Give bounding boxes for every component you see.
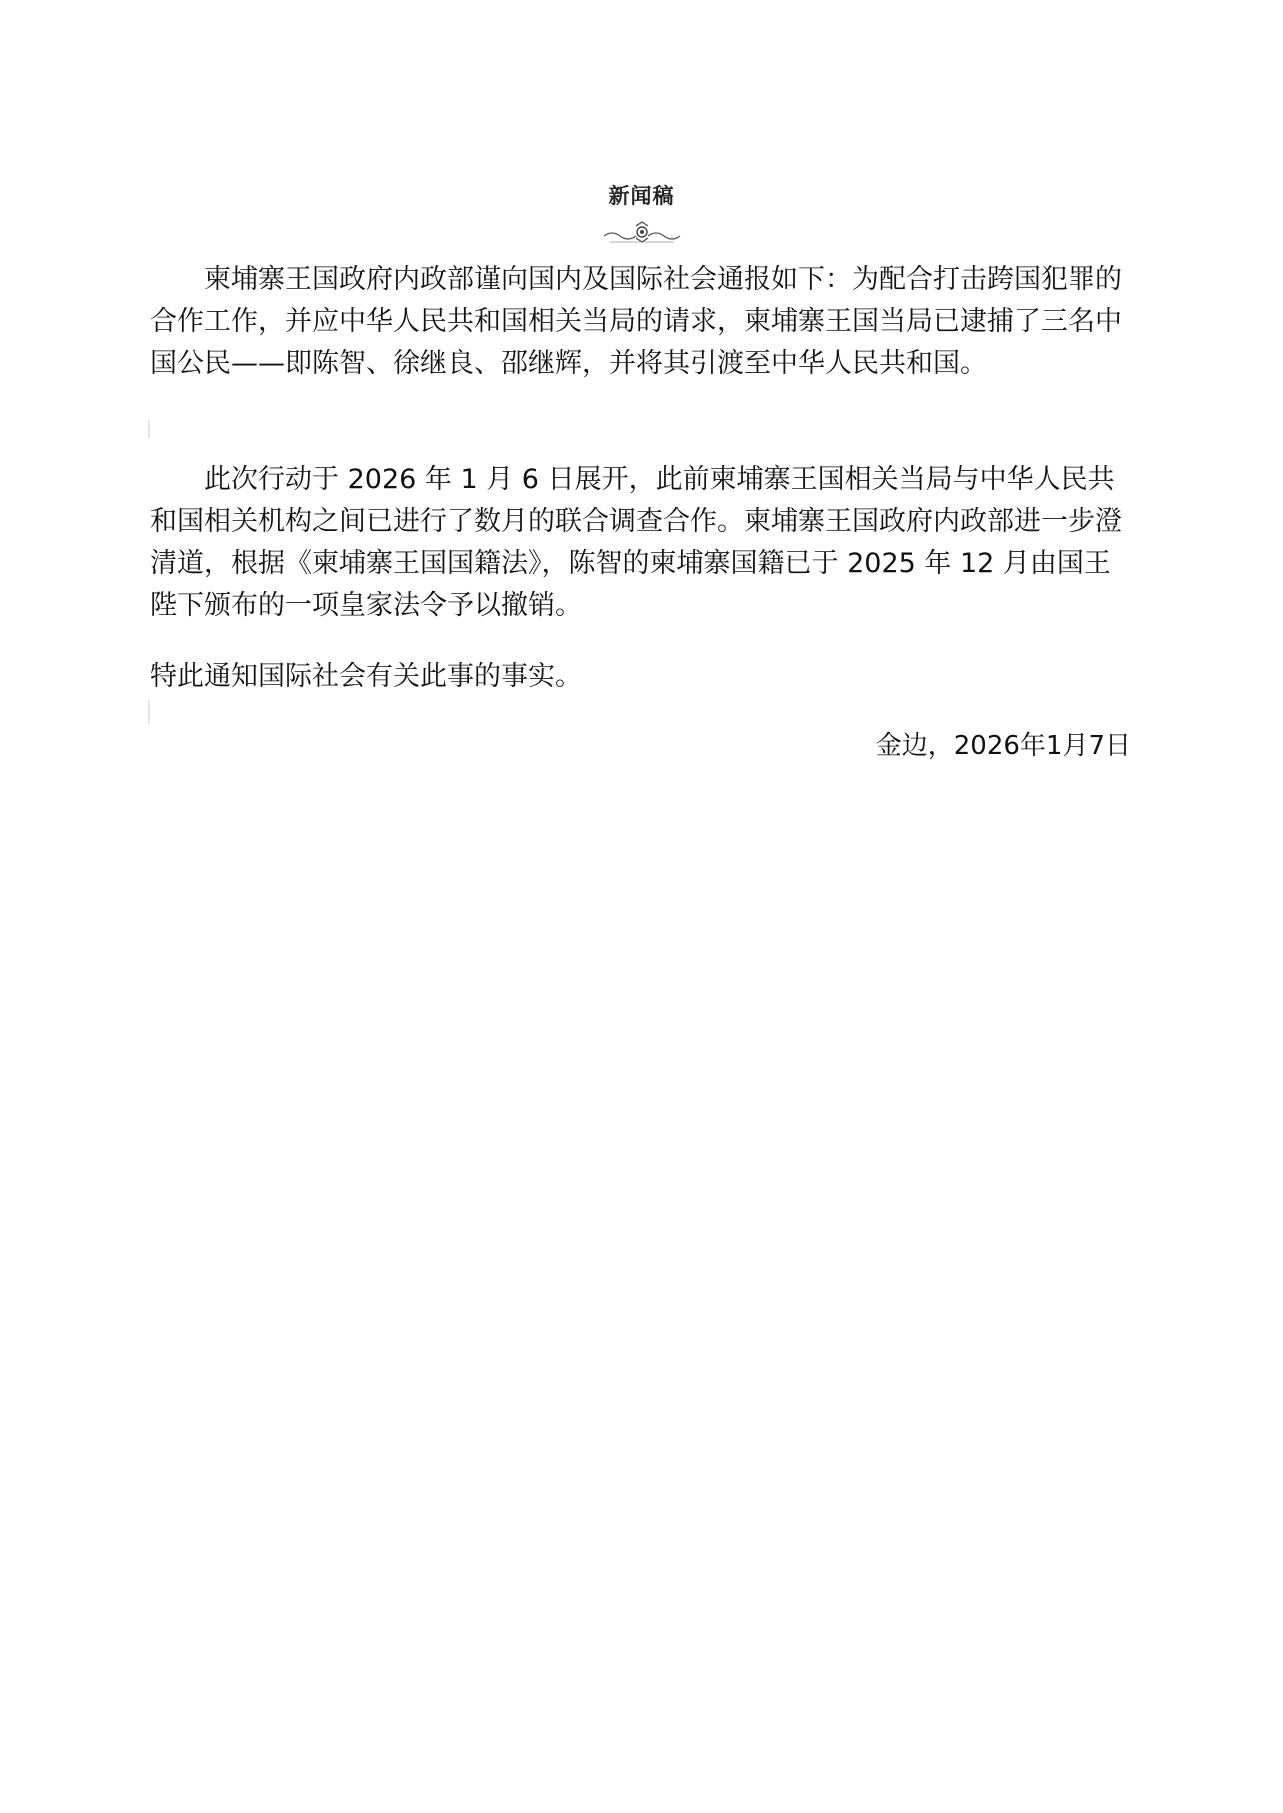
scan-artifact <box>148 420 150 438</box>
paragraph-3: 特此通知国际社会有关此事的事实。 <box>150 661 582 692</box>
paragraph-2: 此次行动于 2026 年 1 月 6 日展开，此前柬埔寨王国相关当局与中华人民共和国相关机构之间已进行了数月的联合调查合作。柬埔寨王国政府内政部进一步澄清道，根据《柬埔寨王国国籍法》，陈智的柬埔寨国籍已于 2025 年 12 月由国王陛下颁布的一项皇家法令予以撤销。 <box>150 464 1122 621</box>
document-title: 新闻稿 <box>608 184 675 208</box>
signature-date: 金边，2026年1月7日 <box>875 731 1131 761</box>
scan-artifact <box>148 700 150 724</box>
document-header <box>0 180 1283 246</box>
ornament-divider-icon <box>600 220 684 246</box>
paragraph-1: 柬埔寨王国政府内政部谨向国内及国际社会通报如下：为配合打击跨国犯罪的合作工作，并应中华人民共和国相关当局的请求，柬埔寨王国当局已逮捕了三名中国公民——即陈智、徐继良、邵继辉，并将其引渡至中华人民共和国。 <box>150 264 1122 379</box>
